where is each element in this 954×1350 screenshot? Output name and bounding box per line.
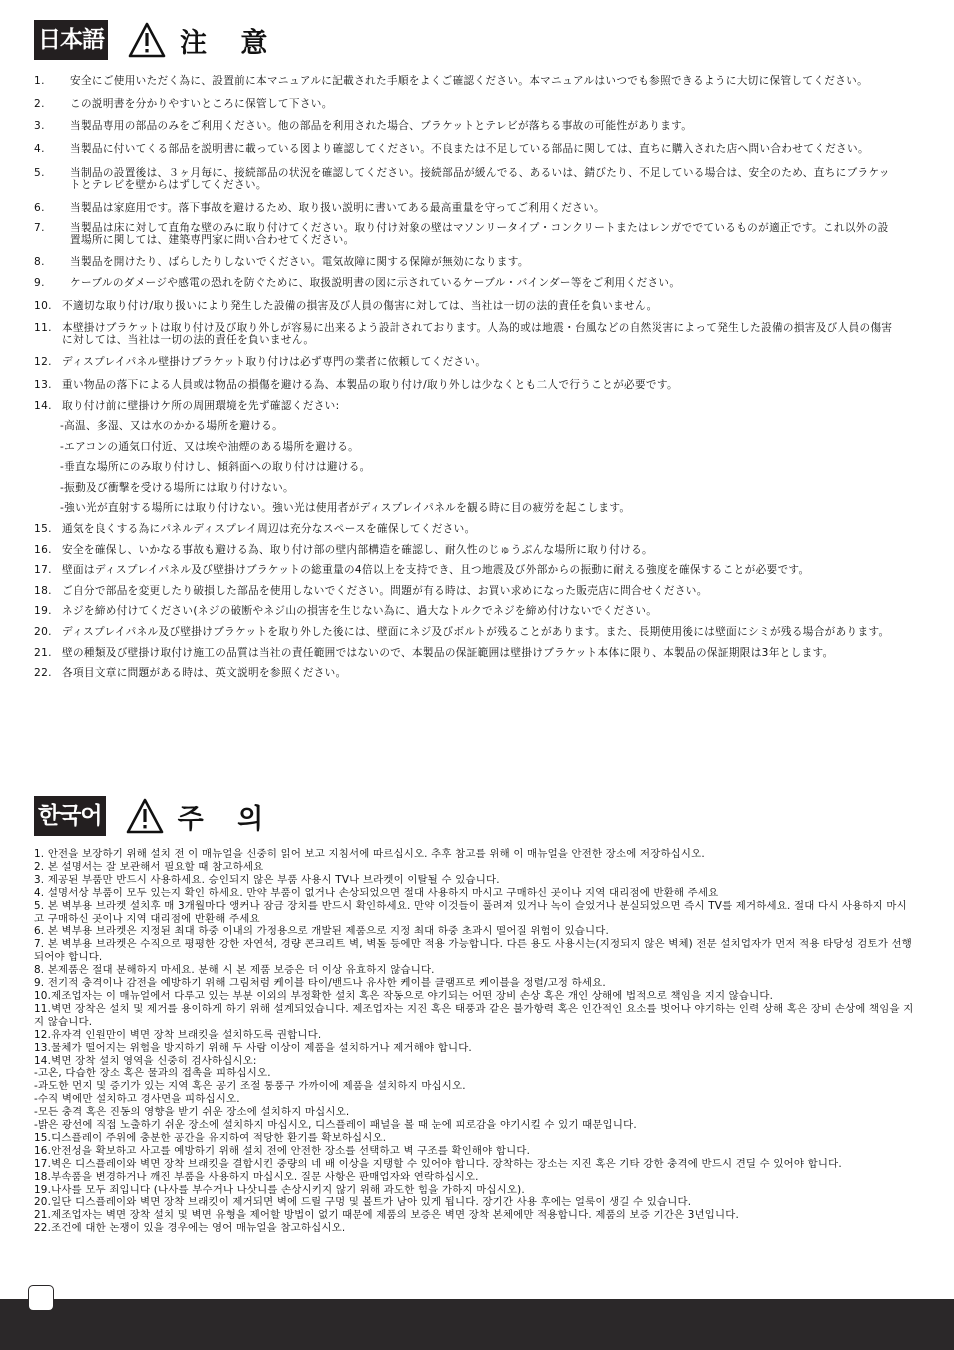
item-number: 3. xyxy=(34,120,45,133)
footer-bar xyxy=(0,1299,954,1350)
korean-caution-list xyxy=(34,848,914,1235)
list-item xyxy=(34,144,898,156)
list-item xyxy=(34,668,898,680)
list-item: 17.벽은 디스플레이와 벽면 장착 브래킷을 결합시킨 중량의 네 배 이상을 지탱할 수 있어야 합니다. 장착하는 장소는 지진 혹은 기타 강한 충격에 반드시 견딜 수 있어야 합니다. xyxy=(34,1157,842,1170)
list-item xyxy=(34,648,898,660)
list-item xyxy=(34,357,898,369)
list-item: 11.벽면 장착은 설치 및 제거를 용이하게 하기 위해 설계되었습니다. 제조업자는 지진 혹은 태풍과 같은 불가항력 혹은 인간적인 요소를 벗어나 야기하는 인력 상해 혹은 장비 손상에 책임을 지지 않습니다. xyxy=(34,1002,914,1028)
list-item: -밝은 광선에 직접 노출하기 쉬운 장소에 설치하지 마십시오, 디스플레이 패널을 볼 때 눈에 피로감을 야기시킬 수 있기 때문입니다. xyxy=(34,1119,637,1132)
item-number: 1. xyxy=(34,75,45,87)
item-text: 各項目文章に問題がある時は、英文説明を参照ください。 xyxy=(62,667,347,680)
list-item xyxy=(34,524,898,536)
list-item xyxy=(34,586,898,598)
item-text: 不適切な取り付け/取り扱いにより発生した設備の損害及び人員の傷害に対しては、当社は一切の法的責任を負いません。 xyxy=(62,299,658,312)
list-item: 22.조건에 대한 논쟁이 있을 경우에는 영어 매뉴얼을 참고하십시오. xyxy=(34,1222,346,1235)
item-number: 4. xyxy=(34,142,45,155)
item-text: 当製品は家庭用です。落下事故を避けるため、取り扱い説明に書いてある最高重量を守ってご利用ください。 xyxy=(70,201,605,214)
list-item: 3. 제공된 부품만 반드시 사용하세요. 승인되지 않은 부품 사용시 TV나 브라켓이 이탈될 수 있습니다. xyxy=(34,873,500,886)
list-item xyxy=(34,121,898,133)
item-number: 19. xyxy=(34,605,52,618)
item-number: 11. xyxy=(34,322,52,335)
item-number: 16. xyxy=(34,543,52,556)
list-item xyxy=(34,323,898,346)
item-number: 12. xyxy=(34,356,52,369)
list-item: -수직 벽에만 설치하고 경사면을 피하십시오. xyxy=(34,1093,240,1106)
item-text: 壁の種類及び壁掛け取付け施工の品質は当社の責任範囲ではないので、本製品の保証範囲は壁掛けブラケット本体に限り、本製品の保証期限は3年とします。 xyxy=(62,646,834,659)
item-number: 17. xyxy=(34,564,52,577)
japanese-caution-list xyxy=(34,76,898,680)
warning-triangle-icon xyxy=(128,22,166,58)
list-item: 10.제조업자는 이 매뉴얼에서 다루고 있는 부분 이외의 부정확한 설치 혹은 작동으로 야기되는 어떤 장비 손상 혹은 개인 상해에 법적으로 책임을 지지 않습니다. xyxy=(34,989,774,1002)
list-item xyxy=(34,99,898,111)
list-item: 20.일단 디스플레이와 벽면 장착 브래킷이 제거되면 벽에 드릴 구멍 및 볼트가 남아 있게 됩니다. 장기간 사용 후에는 얼룩이 생길 수 있습니다. xyxy=(34,1196,692,1209)
item-text: 壁面はディスプレイパネル及び壁掛けブラケットの総重量の4倍以上を支持でき、且つ地震及び外部からの振動に耐える強度を確保することが必要です。 xyxy=(62,564,810,577)
item-text: 重い物品の落下による人員或は物品の損傷を避ける為、本製品の取り付け/取り外しは少なくとも二人で行うことが必要です。 xyxy=(62,378,678,391)
list-item xyxy=(34,168,898,191)
item-text: -高温、多湿、又は水のかかる場所を避ける。 xyxy=(60,420,284,433)
list-item: 14.벽면 장착 설치 영역을 신중히 검사하십시오: xyxy=(34,1054,257,1067)
item-number: 22. xyxy=(34,667,52,680)
japanese-section-heading xyxy=(34,20,279,60)
list-item: 15.디스플레이 주위에 충분한 공간을 유지하여 적당한 환기를 확보하십시오. xyxy=(34,1131,387,1144)
item-text: 取り付け前に壁掛けケ所の周囲環境を先ず確認ください: xyxy=(62,399,340,412)
list-item xyxy=(34,76,898,88)
item-text: ディスプレイパネル壁掛けブラケット取り付けは必ず専門の業者に依頼してください。 xyxy=(62,356,487,369)
item-text: -エアコンの通気口付近、又は埃や油煙のある場所を避ける。 xyxy=(60,440,360,453)
page-number-box xyxy=(28,1285,54,1311)
item-text: -強い光が直射する場所には取り付けない。強い光は使用者がディスプレイパネルを観る時に目の疲労を起こします。 xyxy=(60,502,631,515)
item-text: 当製品は床に対して直角な壁のみに取り付けてください。取り付け対象の壁はマソンリータイプ・コンクリートまたはレンガででているものが適正です。これ以外の設置場所に関しては、建築専門家に問い合わせてください。 xyxy=(70,222,889,246)
item-text: ネジを締め付けてください(ネジの破断やネジ山の損害を生じない為に、過大なトルクでネジを締め付けないでください。 xyxy=(62,605,658,618)
language-badge-japanese: 日本語 xyxy=(34,20,108,60)
item-text: ケーブルのダメージや感電の恐れを防ぐために、取扱説明書の図に示されているケーブル・バインダー等をご利用ください。 xyxy=(70,276,681,289)
item-number: 21. xyxy=(34,646,52,659)
item-number: 20. xyxy=(34,626,52,639)
list-item xyxy=(34,278,898,290)
list-item: 6. 본 벽부용 브라켓은 지정된 최대 하중 이내의 가정용으로 개발된 제품으로 지정 최대 하중 초과시 떨어질 위험이 있습니다. xyxy=(34,925,609,938)
list-item: 12.유자격 인원만이 벽면 장착 브래킷을 설치하도록 권합니다. xyxy=(34,1028,322,1041)
list-item: -고온, 다습한 장소 혹은 물과의 접촉을 피하십시오. xyxy=(34,1067,271,1080)
item-text: -振動及び衝撃を受ける場所には取り付けない。 xyxy=(60,481,294,494)
item-text: 本壁掛けブラケットは取り付け及び取り外しが容易に出来るよう設計されております。人為的或は地震・台風などの自然災害によって発生した設備の損害及び人員の傷害に対しては、当社は一切の法的責任を負いません。 xyxy=(62,322,893,346)
list-item xyxy=(34,203,898,215)
item-text: 通気を良くする為にパネルディスプレイ周辺は充分なスペースを確保してください。 xyxy=(62,523,476,536)
list-item: -과도한 먼지 및 증기가 있는 지역 혹은 공기 조절 통풍구 가까이에 제품을 설치하지 마십시오. xyxy=(34,1080,466,1093)
item-text: ご自分で部品を変更したり破損した部品を使用しないでください。問題が有る時は、お買い求めになった販売店に問合せください。 xyxy=(62,584,708,597)
item-number: 10. xyxy=(34,299,52,312)
item-number: 15. xyxy=(34,523,52,536)
list-item xyxy=(34,421,898,433)
list-item: -모든 충격 혹은 진동의 영향을 받기 쉬운 장소에 설치하지 마십시오. xyxy=(34,1106,350,1119)
list-item xyxy=(34,462,898,474)
list-item: 2. 본 설명서는 잘 보관해서 필요할 때 참고하세요 xyxy=(34,860,264,873)
list-item: 19.나사를 모두 죄입니다 (나사를 부수거나 나삿니를 손상시키지 않기 위해 과도한 힘을 가하지 마십시오). xyxy=(34,1183,525,1196)
list-item xyxy=(34,257,898,269)
item-number: 5. xyxy=(34,167,45,180)
item-text: 当制品の設置後は、３ヶ月毎に、接続部品の状況を確認してください。接続部品が緩んでる、あるいは、錆びたり、不足している場合は、安全のため、直ちにブラケットとテレビを壁からはずしてください。 xyxy=(70,167,890,191)
list-item: 16.안전성을 확보하고 사고를 예방하기 위해 설치 전에 안전한 장소를 선택하고 벽 구조를 확인해야 합니다. xyxy=(34,1144,531,1157)
list-item: 13.물체가 떨어지는 위험을 방지하기 위해 두 사람 이상이 제품을 설치하거나 제거해야 합니다. xyxy=(34,1041,472,1054)
language-badge-korean: 한국어 xyxy=(34,796,106,836)
item-number: 6. xyxy=(34,201,45,214)
list-item xyxy=(34,565,898,577)
item-number: 2. xyxy=(34,97,45,110)
list-item xyxy=(34,442,898,454)
list-item: 8. 본제품은 절대 분해하지 마세요. 분해 시 본 제품 보증은 더 이상 유효하지 않습니다. xyxy=(34,964,435,977)
list-item: 21.제조업자는 벽면 장착 설치 및 벽면 유형을 제어할 방법이 없기 때문에 제품의 보증은 벽면 장착 본체에만 적용합니다. 제품의 보증 기간은 3년입니다. xyxy=(34,1209,739,1222)
item-number: 14. xyxy=(34,399,52,412)
list-item: 9. 전기적 충격이나 감전을 예방하기 위해 그림처럼 케이블 타이/밴드나 유사한 케이블 클램프로 케이블을 정렬/고정 하세요. xyxy=(34,977,606,990)
list-item xyxy=(34,627,898,639)
item-text: この説明書を分かりやすいところに保管して下さい。 xyxy=(70,97,333,110)
list-item xyxy=(34,401,898,413)
item-text: 当製品を開けたり、ばらしたりしないでください。電気故障に関する保障が無効になります。 xyxy=(70,256,529,269)
item-number: 18. xyxy=(34,584,52,597)
list-item xyxy=(34,606,898,618)
list-item xyxy=(34,380,898,392)
caution-title-korean: 주 의 xyxy=(177,803,276,835)
korean-section-heading xyxy=(34,796,275,836)
list-item xyxy=(34,545,898,557)
list-item xyxy=(34,503,898,515)
item-text: 安全を確保し、いかなる事故も避ける為、取り付け部の壁内部構造を確認し、耐久性のじゅうぶんな場所に取り付ける。 xyxy=(62,543,653,556)
item-number: 9. xyxy=(34,276,45,289)
item-text: 安全にご使用いただく為に、設置前に本マニュアルに記載された手順をよくご確認ください。本マニュアルはいつでも参照できるように大切に保管してください。 xyxy=(70,75,869,87)
list-item xyxy=(34,223,898,246)
list-item: 18.부속품을 변경하거나 깨진 부품을 사용하지 마십시오. 질문 사항은 판매업자와 연락하십시오. xyxy=(34,1170,479,1183)
item-text: 当製品に付いてくる部品を説明書に載っている図より確認してください。不良または不足している部品に関しては、直ちに購入された店へ問い合わせてください。 xyxy=(70,142,869,155)
item-text: -垂直な場所にのみ取り付けし、傾斜面への取り付けは避ける。 xyxy=(60,461,371,474)
item-text: ディスプレイパネル及び壁掛けブラケットを取り外した後には、壁面にネジ及びボルトが残ることがあります。また、長期使用後には壁面にシミが残る場合があります。 xyxy=(62,626,890,639)
list-item xyxy=(34,483,898,495)
list-item: 7. 본 벽부용 브라켓은 수직으로 평평한 강한 자연석, 경량 콘크리트 벽, 벽돌 등에만 적용 가능합니다. 다른 용도 사용시는(지정되지 않은 벽체) 전문 설치업자가 먼저 적용 타당성 검토가 선행되어야 합니다. xyxy=(34,938,912,964)
item-number: 8. xyxy=(34,256,45,269)
list-item: 4. 설명서상 부품이 모두 있는지 확인 하세요. 만약 부품이 없거나 손상되었으면 절대 사용하지 마시고 구매하신 곳이나 지역 대리점에 반환해 주세요 xyxy=(34,886,719,899)
list-item xyxy=(34,301,898,313)
caution-title-japanese: 注 意 xyxy=(180,27,280,59)
warning-triangle-icon xyxy=(126,798,164,834)
list-item: 1. 안전을 보장하기 위해 설치 전 이 매뉴얼을 신중히 읽어 보고 지침서에 따르십시오. 추후 참고를 위해 이 매뉴얼을 안전한 장소에 저장하십시오. xyxy=(34,848,705,860)
list-item: 5. 본 벽부용 브라켓 설치후 매 3개월마다 앵커나 잠금 장치를 반드시 확인하세요. 만약 이것들이 풀려져 있거나 녹이 슬었거나 분실되었으면 즉시 TV를 제거하세요. 절대 다시 사용하지 마시고 구매하신 곳이나 지역 대리점에 반환해 주세요 xyxy=(34,899,907,925)
item-number: 13. xyxy=(34,378,52,391)
item-number: 7. xyxy=(34,222,45,235)
item-text: 当製品専用の部品のみをご利用ください。他の部品を利用された場合、ブラケットとテレビが落ちる事故の可能性があります。 xyxy=(70,120,693,133)
